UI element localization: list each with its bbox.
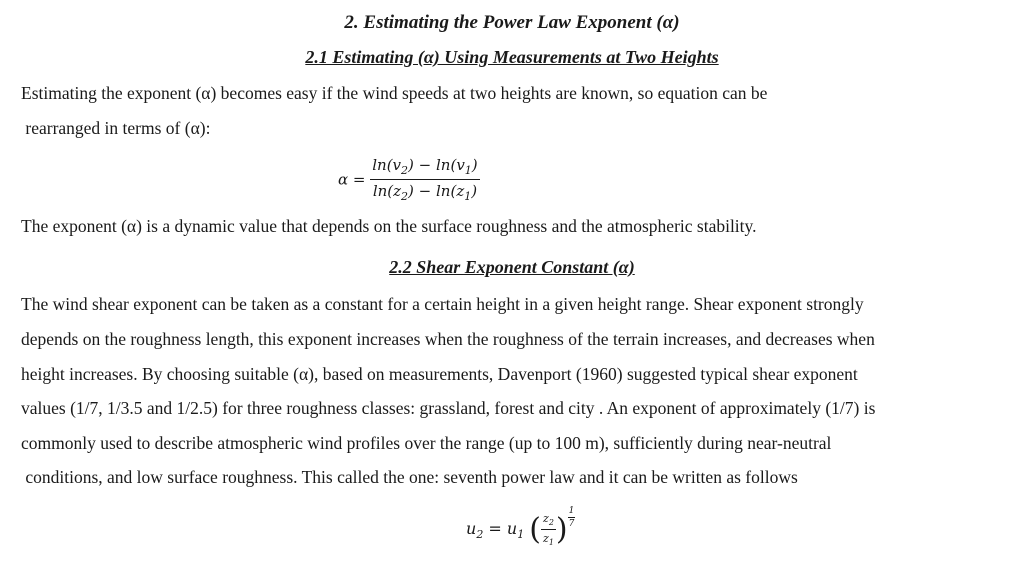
- subsection-title-2-1: 2.1 Estimating (α) Using Measurements at Two Heights: [305, 47, 719, 67]
- paragraph-note: The exponent (α) is a dynamic value that depends on the surface roughness and the atmospheric stability.: [21, 216, 757, 236]
- alpha-equation: [338, 156, 480, 203]
- paragraph-line: Estimating the exponent (α) becomes easy if the wind speeds at two heights are known, so equation can be: [21, 83, 768, 103]
- paragraph-line: rearranged in terms of (α):: [21, 118, 211, 138]
- paragraph-line: The wind shear exponent can be taken as a constant for a certain height in a given height range. Shear exponent strongly: [21, 294, 864, 314]
- equation-lhs: α =: [338, 170, 366, 189]
- section-title: 2. Estimating the Power Law Exponent (α): [344, 12, 680, 33]
- paragraph-line: conditions, and low surface roughness. This called the one: seventh power law and it can be written as follows: [21, 467, 798, 487]
- equation-denominator: $\ln(z_2) - \ln(z_1)$: [370, 179, 479, 203]
- subsection-title-2-2: 2.2 Shear Exponent Constant (α): [389, 257, 635, 277]
- equation-fraction: [370, 156, 479, 203]
- paragraph-line: commonly used to describe atmospheric wind profiles over the range (up to 100 m), sufficiently during near-neutral: [21, 433, 832, 453]
- power-law-equation: $u_2 = u_1$ ( $\frac{z_2}{z_1}$ ) $\frac{1}{7}$: [466, 506, 575, 548]
- equation-numerator: $\ln(v_2) - \ln(v_1)$: [372, 156, 478, 177]
- paragraph-line: values (1/7, 1/3.5 and 1/2.5) for three roughness classes: grassland, forest and city . An exponent of approximately (1/7) is: [21, 398, 876, 418]
- paragraph-line: depends on the roughness length, this exponent increases when the roughness of the terrain increases, and decreases when: [21, 329, 875, 349]
- paragraph-line: height increases. By choosing suitable (α), based on measurements, Davenport (1960) suggested typical shear exponent: [21, 364, 858, 384]
